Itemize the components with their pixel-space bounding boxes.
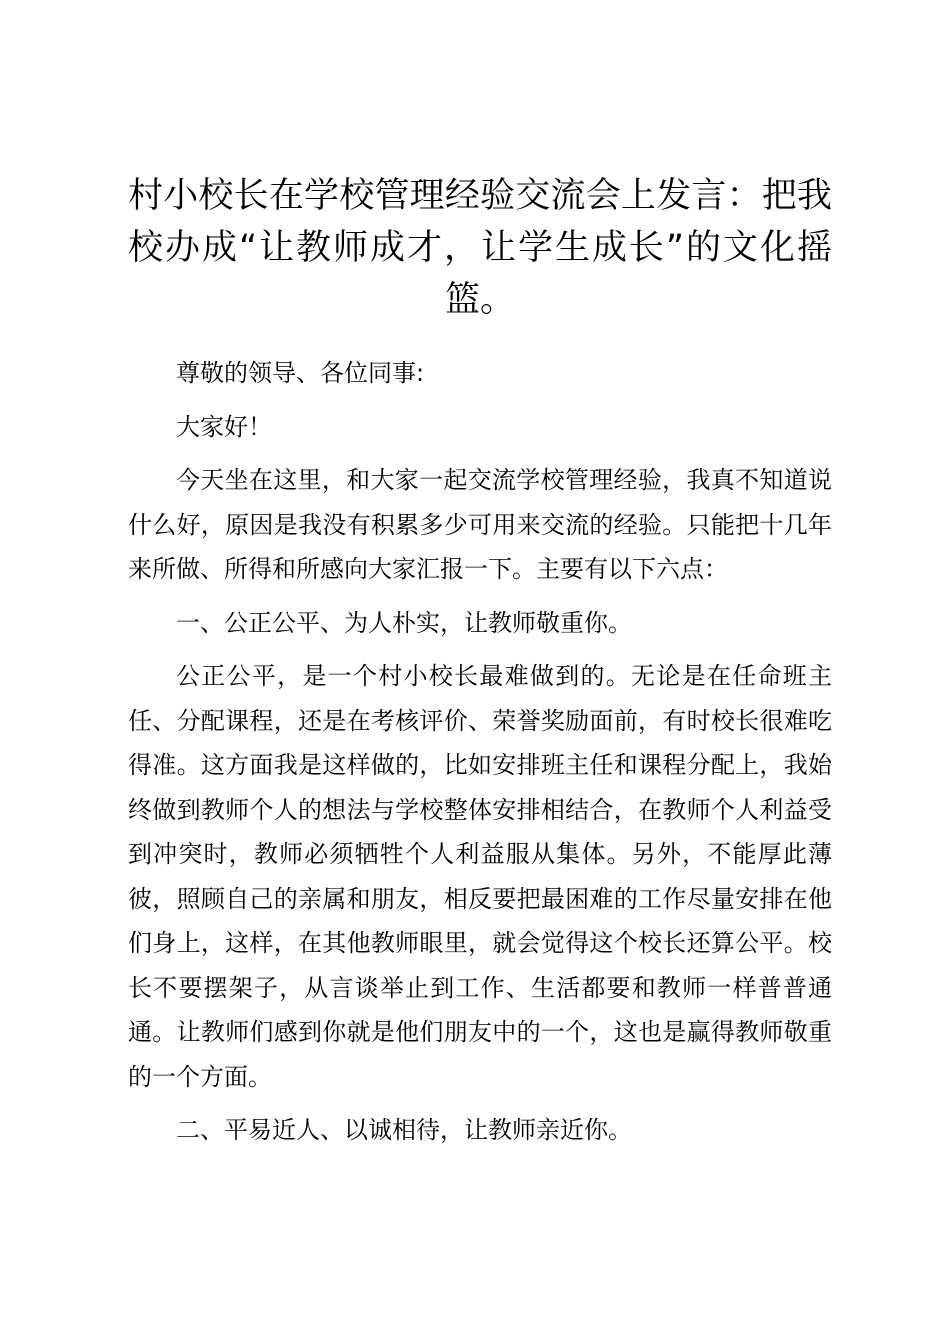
section-heading-1: 一、公正公平、为人朴实，让教师敬重你。 <box>176 608 632 637</box>
section-heading-2: 二、平易近人、以诚相待，让教师亲近你。 <box>176 1116 632 1144</box>
document-title: 村小校长在学校管理经验交流会上发言：把我校办成“让教师成才，让学生成长”的文化摇篮。 <box>128 176 832 320</box>
document-body <box>128 351 832 1153</box>
salutation: 尊敬的领导、各位同事: <box>176 359 425 387</box>
greeting: 大家好！ <box>176 412 272 441</box>
intro-paragraph: 今天坐在这里，和大家一起交流学校管理经验，我真不知道说什么好，原因是我没有积累多少可用来交流的经验。只能把十几年来所做、所得和所感向大家汇报一下。主要有以下六点： <box>128 466 832 583</box>
document-page <box>128 170 832 1162</box>
section-1-paragraph: 公正公平，是一个村小校长最难做到的。无论是在任命班主任、分配课程，还是在考核评价、荣誉奖励面前，有时校长很难吃得准。这方面我是这样做的，比如安排班主任和课程分配上，我始终做到教师个人的想法与学校整体安排相结合，在教师个人利益受到冲突时，教师必须牺牲个人利益服从集体。另外，不能厚此薄彼，照顾自己的亲属和朋友，相反要把最困难的工作尽量安排在他们身上，这样，在其他教师眼里，就会觉得这个校长还算公平。校长不要摆架子，从言谈举止到工作、生活都要和教师一样普普通通。让教师们感到你就是他们朋友中的一个，这也是赢得教师敬重的一个方面。 <box>128 662 832 1091</box>
